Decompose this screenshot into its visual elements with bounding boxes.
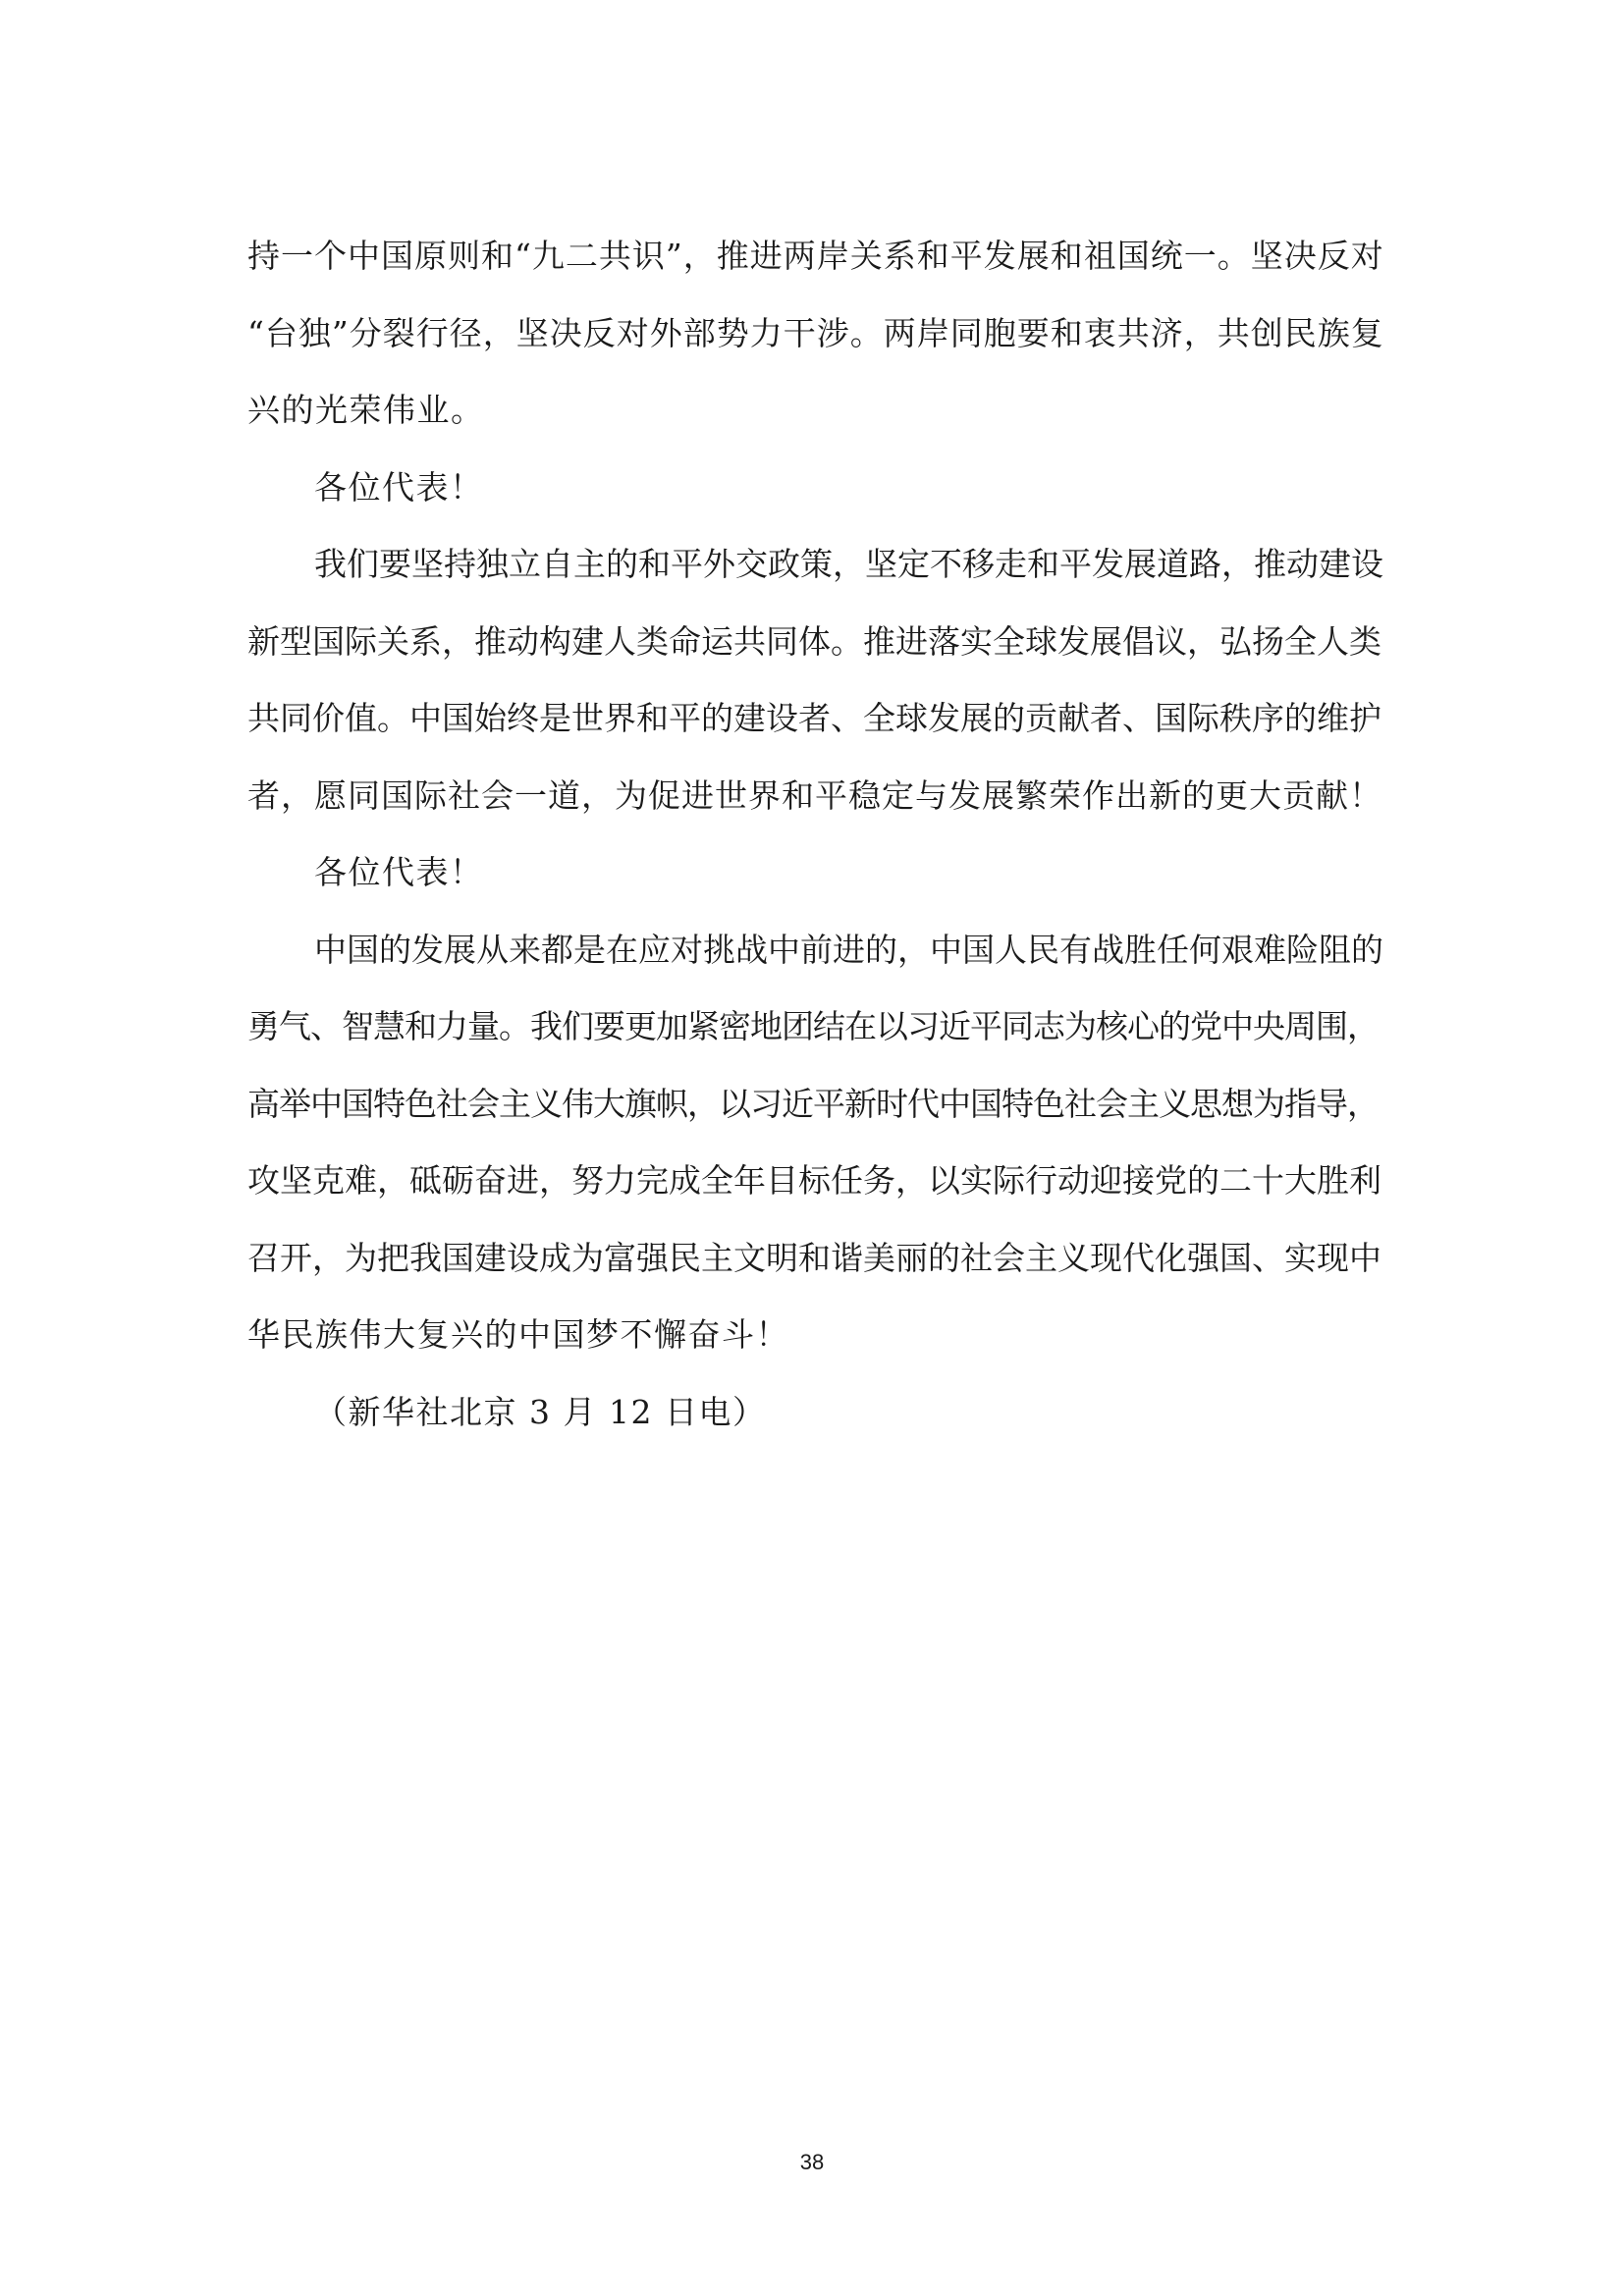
text-line: 中国的发展从来都是在应对挑战中前进的，中国人民有战胜任何艰难险阻的 <box>314 930 1383 969</box>
paragraph <box>247 834 1386 912</box>
text-line: 攻坚克难，砥砺奋进，努力完成全年目标任务，以实际行动迎接党的二十大胜利 <box>247 1161 1381 1200</box>
text-line: 持一个中国原则和“九二共识”，推进两岸关系和平发展和祖国统一。坚决反对 <box>247 237 1384 275</box>
text-line: 召开，为把我国建设成为富强民主文明和谐美丽的社会主义现代化强国、实现中 <box>247 1238 1381 1277</box>
paragraph <box>247 912 1386 1374</box>
body-text <box>247 218 1386 1451</box>
text-line: 各位代表！ <box>314 467 484 507</box>
text-line: 新型国际关系，推动构建人类命运共同体。推进落实全球发展倡议，弘扬全人类 <box>247 621 1381 661</box>
text-line: 兴的光荣伟业。 <box>247 391 485 429</box>
text-line: 高举中国特色社会主义伟大旗帜，以习近平新时代中国特色社会主义思想为指导， <box>247 1084 1379 1123</box>
paragraph <box>247 450 1386 527</box>
text-line: 我们要坚持独立自主的和平外交政策，坚定不移走和平发展道路，推动建设 <box>314 545 1383 583</box>
text-line: 各位代表！ <box>314 853 484 891</box>
page-number: 38 <box>799 2150 825 2174</box>
text-line: 者，愿同国际社会一道，为促进世界和平稳定与发展繁荣作出新的更大贡献！ <box>247 775 1382 815</box>
text-line: （新华社北京 3 月 12 日电） <box>314 1392 767 1431</box>
text-line: 勇气、智慧和力量。我们要更加紧密地团结在以习近平同志为核心的党中央周围， <box>247 1007 1379 1045</box>
text-line: 华民族伟大复兴的中国梦不懈奋斗！ <box>247 1315 789 1354</box>
text-line: “台独”分裂行径，坚决反对外部势力干涉。两岸同胞要和衷共济，共创民族复 <box>247 313 1384 352</box>
paragraph <box>247 218 1386 450</box>
paragraph <box>247 1374 1386 1452</box>
paragraph <box>247 526 1386 834</box>
text-line: 共同价值。中国始终是世界和平的建设者、全球发展的贡献者、国际秩序的维护 <box>247 699 1381 737</box>
